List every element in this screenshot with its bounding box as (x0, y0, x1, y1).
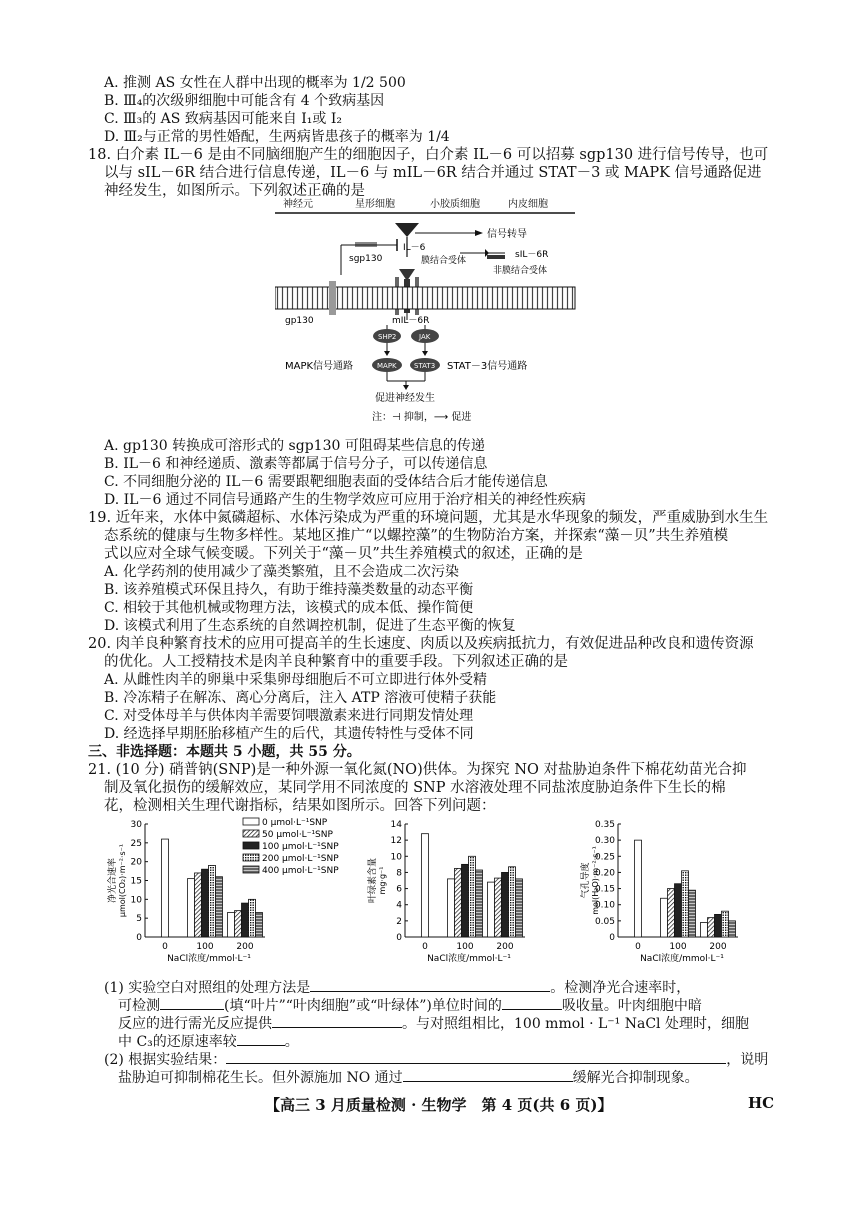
photosynthesis-bar (209, 865, 216, 937)
stomatal-ytick-label: 0.25 (594, 852, 615, 863)
photosynthesis-category-label: 200 (236, 942, 254, 952)
mapk-pathway-label: MAPK信号通路 (285, 361, 354, 372)
chlorophyll-ytick-label: 8 (396, 868, 402, 879)
nonmembrane-receptor-label: 非膜结合受体 (493, 266, 548, 276)
jak-node: JAK (419, 333, 431, 341)
q19-option-d: D. 该模式利用了生态系统的自然调控机制，促进了生态平衡的恢复 (104, 618, 516, 634)
stomatal-bar (661, 898, 668, 937)
stomatal-ytick-label: 0.35 (594, 820, 615, 830)
chart-stomatal-conductance (560, 812, 775, 972)
chlorophyll-y-label: 叶绿素含量 (368, 857, 378, 904)
q18-stem-line1: 18. 白介素 IL－6 是由不同脑细胞产生的细胞因子，白介素 IL－6 可以招募 sgp130 进行信号传导，也可 (88, 147, 769, 163)
chlorophyll-ytick-label: 14 (390, 820, 402, 830)
chlorophyll-ytick-label: 0 (396, 933, 402, 943)
photosynthesis-y-unit: μmol(CO₂)·m⁻²·s⁻¹ (118, 843, 127, 918)
footer-page-info: 【高三 3 月质量检测 · 生物学 第 4 页(共 6 页)】 (265, 1096, 613, 1114)
stomatal-bar (689, 890, 696, 937)
q21-part1-line4: 中 C₃的还原速率较 。 (118, 1031, 299, 1051)
stomatal-bar (729, 921, 736, 937)
chlorophyll-ytick-label: 2 (396, 916, 402, 927)
photosynthesis-ytick-label: 30 (130, 820, 142, 830)
legend-swatch (243, 842, 259, 849)
stat3-pathway-label: STAT－3信号通路 (447, 361, 528, 372)
chlorophyll-bar (516, 879, 523, 937)
photosynthesis-ytick-label: 0 (136, 933, 142, 943)
mil6r-label: mIL－6R (392, 316, 430, 326)
stomatal-category-label: 100 (669, 942, 687, 952)
stomatal-ytick-label: 0.20 (594, 868, 615, 879)
q17-option-a: A. 推测 AS 女性在人群中出现的概率为 1/2 500 (104, 75, 406, 91)
photosynthesis-bar (228, 913, 235, 937)
sgp130-label: sgp130 (349, 254, 383, 264)
il6-secretion-triangle (395, 223, 419, 237)
q20-option-d: D. 经选择早期胚胎移植产生的后代，其遗传特性与受体不同 (104, 726, 474, 742)
stomatal-ytick-label: 0 (609, 933, 615, 943)
chart-chlorophyll (365, 812, 565, 972)
photosynthesis-bar (188, 879, 195, 937)
chlorophyll-x-label: NaCl浓度/mmol·L⁻¹ (427, 954, 511, 964)
q21-blank-1[interactable] (310, 977, 550, 992)
q18-stem-line2: 以与 sIL－6R 结合进行信息传递，IL－6 与 mIL－6R 结合并通过 STAT－3 或 MAPK 信号通路促进 (104, 165, 762, 181)
q18-option-b: B. IL－6 和神经递质、激素等都属于信号分子，可以传递信息 (104, 456, 488, 472)
q20-stem-line2: 的优化。人工授精技术是肉羊良种繁育中的重要手段。下列叙述正确的是 (104, 654, 568, 670)
mapk-node: MAPK (377, 362, 397, 370)
chlorophyll-bar (502, 872, 509, 937)
legend-label: 400 μmol·L⁻¹SNP (262, 866, 339, 876)
stomatal-bar (635, 840, 642, 937)
cell-microglia: 小胶质细胞 (430, 199, 480, 210)
il6-label: IL－6 (403, 243, 426, 253)
membrane-receptor-label: 膜结合受体 (421, 256, 467, 266)
legend-label: 200 μmol·L⁻¹SNP (262, 854, 339, 864)
promote-neurogenesis-label: 促进神经发生 (375, 393, 435, 404)
photosynthesis-category-label: 0 (162, 942, 168, 952)
q17-option-b: B. Ⅲ₄的次级卵细胞中可能含有 4 个致病基因 (104, 93, 385, 109)
photosynthesis-bar (202, 869, 209, 937)
chlorophyll-bar (469, 856, 476, 937)
stomatal-ytick-label: 0.05 (594, 916, 615, 927)
stomatal-bar (722, 911, 729, 937)
q21-stem-line1: 21. (10 分) 硝普钠(SNP)是一种外源一氧化氮(NO)供体。为探究 NO 对盐胁迫条件下棉花幼苗光合抑 (88, 762, 747, 778)
q21-blank-7[interactable] (403, 1067, 573, 1082)
q21-stem-line3: 花，检测相关生理代谢指标，结果如图所示。回答下列问题： (104, 798, 496, 814)
photosynthesis-bar (162, 839, 169, 937)
chlorophyll-category-label: 0 (422, 942, 428, 952)
legend-swatch (243, 830, 259, 837)
shp2-node: SHP2 (378, 333, 397, 341)
photosynthesis-bar (256, 913, 263, 937)
photosynthesis-bar (195, 873, 202, 937)
chlorophyll-bar (422, 834, 429, 937)
stomatal-ytick-label: 0.10 (594, 900, 615, 911)
signal-transduction-label: 信号转导 (487, 229, 527, 240)
stomatal-category-label: 0 (635, 942, 641, 952)
q21-part1-line3: 反应的进行需光反应提供 。与对照组相比，100 mmol · L⁻¹ NaCl 处理时，细胞 (118, 1013, 749, 1033)
photosynthesis-ytick-label: 15 (130, 876, 142, 887)
photosynthesis-ytick-label: 5 (136, 914, 142, 925)
cell-neuron: 神经元 (283, 199, 313, 210)
gp130-label: gp130 (285, 316, 314, 326)
q21-part2-line1: (2) 根据实验结果： ，说明 (104, 1049, 768, 1069)
stomatal-category-label: 200 (709, 942, 727, 952)
legend-label: 50 μmol·L⁻¹SNP (262, 830, 333, 840)
photosynthesis-y-label: 净光合速率 (108, 857, 118, 904)
chlorophyll-category-label: 200 (496, 942, 514, 952)
legend-swatch (243, 818, 259, 825)
cell-membrane (275, 287, 575, 309)
chlorophyll-bar (448, 879, 455, 937)
q19-stem-line1: 19. 近年来，水体中氮磷超标、水体污染成为严重的环境问题，尤其是水华现象的频发，严重威胁到水生生 (88, 510, 769, 526)
chlorophyll-ytick-label: 10 (390, 852, 402, 863)
q21-part1-line2: 可检测 (填“叶片”“叶肉细胞”或“叶绿体”)单位时间的 吸收量。叶肉细胞中暗 (118, 995, 702, 1015)
q21-blank-4[interactable] (272, 1013, 402, 1028)
photosynthesis-bar (216, 877, 223, 937)
stomatal-bar (675, 884, 682, 937)
stomatal-x-label: NaCl浓度/mmol·L⁻¹ (640, 954, 724, 964)
section-3-heading: 三、非选择题：本题共 5 小题，共 55 分。 (88, 744, 361, 760)
q20-option-b: B. 冷冻精子在解冻、离心分离后，注入 ATP 溶液可使精子获能 (104, 690, 497, 706)
stomatal-bar (715, 914, 722, 937)
chlorophyll-bar (495, 878, 502, 937)
legend-label: 100 μmol·L⁻¹SNP (262, 842, 339, 852)
photosynthesis-bar (235, 911, 242, 937)
q19-option-b: B. 该养殖模式环保且持久，有助于维持藻类数量的动态平衡 (104, 582, 474, 598)
stomatal-bar (668, 889, 675, 937)
footer-code: HC (748, 1094, 775, 1112)
diagram-note: 注：⊣ 抑制，⟶ 促进 (372, 412, 472, 423)
q21-blank-6[interactable] (226, 1049, 726, 1064)
chlorophyll-y-unit: mg·g⁻¹ (378, 866, 387, 895)
stat3-node: STAT3 (414, 362, 436, 370)
photosynthesis-ytick-label: 25 (130, 838, 142, 849)
cell-endothelial: 内皮细胞 (508, 199, 548, 210)
stomatal-bar (682, 871, 689, 937)
chlorophyll-bar (462, 864, 469, 937)
stomatal-ytick-label: 0.15 (594, 884, 615, 895)
sil6r-label: sIL－6R (515, 250, 549, 260)
stomatal-y-label: 气孔导度 (581, 862, 591, 899)
photosynthesis-ytick-label: 20 (130, 857, 142, 868)
chlorophyll-bar (509, 867, 516, 937)
il6-signaling-diagram (275, 195, 595, 430)
stomatal-ytick-label: 0.30 (594, 836, 615, 847)
photosynthesis-bar (249, 899, 256, 937)
legend-label: 0 μmol·L⁻¹SNP (262, 818, 328, 828)
q19-option-a: A. 化学药剂的使用减少了藻类繁殖，且不会造成二次污染 (104, 564, 460, 580)
photosynthesis-category-label: 100 (196, 942, 214, 952)
chlorophyll-category-label: 100 (456, 942, 474, 952)
q18-option-c: C. 不同细胞分泌的 IL－6 需要跟靶细胞表面的受体结合后才能传递信息 (104, 474, 548, 490)
chart-net-photosynthesis (85, 812, 365, 972)
q21-part1-line1: (1) 实验空白对照组的处理方法是 。检测净光合速率时， (104, 977, 690, 997)
stomatal-y-unit: mol(H₂O)·m⁻²·s⁻¹ (591, 846, 600, 915)
q17-option-d: D. Ⅲ₂与正常的男性婚配，生两病皆患孩子的概率为 1/4 (104, 129, 450, 145)
q18-stem-line3: 神经发生，如图所示。下列叙述正确的是 (104, 183, 365, 199)
chlorophyll-bar (476, 870, 483, 937)
q20-option-a: A. 从雌性肉羊的卵巢中采集卵母细胞后不可立即进行体外受精 (104, 672, 488, 688)
stomatal-bar (708, 918, 715, 937)
cell-astrocyte: 星形细胞 (355, 199, 395, 210)
q20-stem-line1: 20. 肉羊良种繁育技术的应用可提高羊的生长速度、肉质以及疾病抵抗力，有效促进品种改良和遗传资源 (88, 636, 754, 652)
photosynthesis-x-label: NaCl浓度/mmol·L⁻¹ (167, 954, 251, 964)
photosynthesis-ytick-label: 10 (130, 895, 142, 906)
q21-blank-2[interactable] (160, 995, 224, 1010)
chlorophyll-ytick-label: 4 (396, 900, 402, 911)
legend-swatch (243, 866, 259, 873)
q19-stem-line3: 式以应对全球气候变暖。下列关于“藻－贝”共生养殖模式的叙述，正确的是 (104, 546, 583, 562)
q20-option-c: C. 对受体母羊与供体肉羊需要饲喂激素来进行同期发情处理 (104, 708, 474, 724)
photosynthesis-bar (242, 903, 249, 937)
q21-part2-line2: 盐胁迫可抑制棉花生长。但外源施加 NO 通过 缓解光合抑制现象。 (118, 1067, 699, 1087)
stomatal-bar (701, 922, 708, 937)
q17-option-c: C. Ⅲ₃的 AS 致病基因可能来自 Ⅰ₁或 Ⅰ₂ (104, 111, 343, 127)
q18-option-d: D. IL－6 通过不同信号通路产生的生物学效应可应用于治疗相关的神经性疾病 (104, 492, 586, 508)
chlorophyll-ytick-label: 6 (396, 884, 402, 895)
chlorophyll-ytick-label: 12 (390, 836, 402, 847)
q19-stem-line2: 态系统的健康与生物多样性。某地区推广“以螺控藻”的生物防治方案，并探索“藻－贝”共生养殖模 (104, 528, 729, 544)
chlorophyll-bar (455, 868, 462, 937)
legend-swatch (243, 854, 259, 861)
q21-blank-3[interactable] (502, 995, 562, 1010)
q21-stem-line2: 制及氧化损伤的缓解效应，某同学用不同浓度的 SNP 水溶液处理不同盐浓度胁迫条件下生长的棉 (104, 780, 726, 796)
q19-option-c: C. 相较于其他机械或物理方法，该模式的成本低、操作简便 (104, 600, 474, 616)
chlorophyll-bar (488, 882, 495, 937)
q18-option-a: A. gp130 转换成可溶形式的 sgp130 可阻碍某些信息的传递 (104, 438, 485, 454)
q21-blank-5[interactable] (237, 1031, 285, 1046)
